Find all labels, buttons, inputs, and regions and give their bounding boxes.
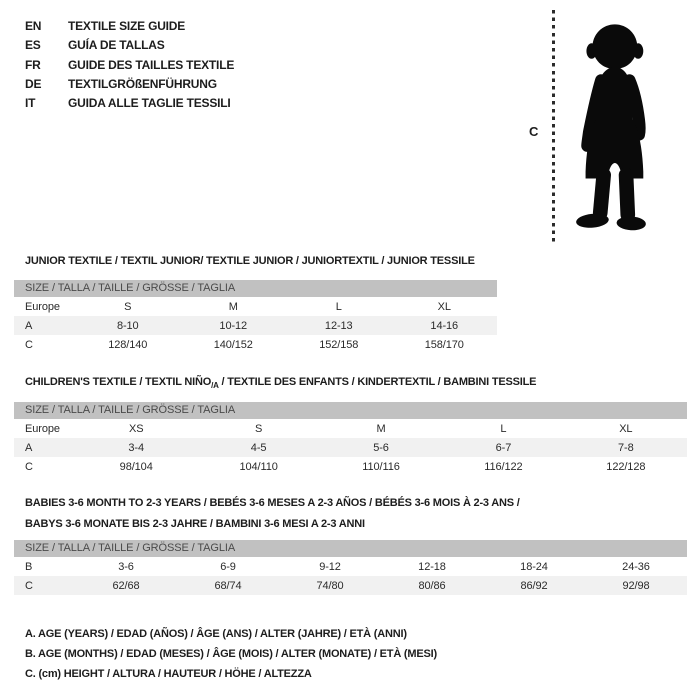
height-cell: 128/140 [108, 338, 148, 351]
size-table-children [14, 402, 687, 476]
language-code: FR [25, 57, 41, 72]
height-cell: 122/128 [606, 460, 646, 473]
baby-silhouette-icon [558, 8, 670, 244]
section-title-junior [25, 251, 475, 276]
table-row-europe [14, 297, 497, 316]
height-cell: 140/152 [213, 338, 253, 351]
size-cell: XS [128, 422, 144, 435]
size-cell: L [500, 422, 507, 435]
size-cell: XL [619, 422, 633, 435]
height-cell: 92/98 [622, 579, 650, 592]
height-cell: 98/104 [119, 460, 153, 473]
size-cell: M [228, 300, 238, 313]
size-table-header: SIZE / TALLA / TAILLE / GRÖSSE / TAGLIA [14, 402, 687, 419]
age-cell: 14-16 [430, 319, 459, 332]
row-label: Europe [25, 300, 60, 313]
age-cell: 7-8 [618, 441, 634, 454]
language-title: TEXTILGRÖßENFÜHRUNG [68, 76, 217, 91]
row-label: A [25, 441, 33, 454]
table-row-height [14, 576, 687, 595]
size-cell: M [376, 422, 386, 435]
row-label: Europe [25, 422, 60, 435]
table-row-height [14, 335, 497, 354]
language-title: GUIDE DES TAILLES TEXTILE [68, 57, 235, 72]
height-cell: 110/116 [362, 460, 400, 473]
age-cell: 24-36 [622, 560, 650, 573]
height-measure-label: C [529, 124, 539, 139]
table-row-age-months [14, 557, 687, 576]
legend-line-c: C. (cm) HEIGHT / ALTURA / HAUTEUR / HÖHE / ALTEZZA [25, 668, 312, 680]
age-cell: 9-12 [319, 560, 341, 573]
age-cell: 18-24 [520, 560, 548, 573]
size-table-junior [14, 280, 497, 354]
table-row-height [14, 457, 687, 476]
age-cell: 10-12 [219, 319, 248, 332]
age-cell: 3-6 [118, 560, 134, 573]
height-cell: 86/92 [520, 579, 548, 592]
table-row-age [14, 316, 497, 335]
height-cell: 152/158 [319, 338, 359, 351]
height-cell: 104/110 [239, 460, 278, 473]
row-label: C [25, 338, 33, 351]
section-title-text: JUNIOR TEXTILE / TEXTIL JUNIOR/ TEXTILE JUNIOR / JUNIORTEXTIL / JUNIOR TESSILE [25, 255, 475, 267]
language-code: IT [25, 96, 36, 111]
row-label: A [25, 319, 33, 332]
legend [25, 624, 437, 684]
language-code: DE [25, 76, 42, 91]
section-title-sub: /A [211, 381, 219, 391]
size-cell: S [124, 300, 132, 313]
age-cell: 6-9 [220, 560, 236, 573]
size-table-header: SIZE / TALLA / TAILLE / GRÖSSE / TAGLIA [14, 280, 497, 297]
language-code: ES [25, 38, 41, 53]
age-cell: 6-7 [495, 441, 512, 454]
table-row-age [14, 438, 687, 457]
section-title-children [25, 372, 536, 397]
language-title: TEXTILE SIZE GUIDE [68, 19, 186, 33]
table-row-europe [14, 419, 687, 438]
size-cell: S [254, 422, 263, 435]
language-code: EN [25, 19, 42, 33]
age-cell: 5-6 [373, 441, 389, 454]
age-cell: 8-10 [116, 319, 139, 332]
row-label: B [25, 560, 33, 573]
section-title-text: BABIES 3-6 MONTH TO 2-3 YEARS / BEBÉS 3-6 MESES A 2-3 AÑOS / BÉBÉS 3-6 MOIS À 2-3 ANS / [25, 497, 520, 509]
section-title-text: / TEXTILE DES ENFANTS / KINDERTEXTIL / BAMBINI TESSILE [218, 376, 537, 388]
legend-line-b: B. AGE (MONTHS) / EDAD (MESES) / ÂGE (MOIS) / ALTER (MONATE) / ETÀ (MESI) [25, 648, 437, 660]
height-cell: 74/80 [316, 579, 344, 592]
height-cell: 116/122 [484, 460, 523, 473]
age-cell: 12-13 [324, 319, 353, 332]
height-cell: 62/68 [112, 579, 140, 592]
language-title: GUIDA ALLE TAGLIE TESSILI [68, 96, 231, 111]
section-title-babies [25, 493, 520, 534]
age-cell: 12-18 [418, 560, 446, 573]
size-table-babies [14, 540, 687, 595]
size-cell: XL [437, 300, 451, 313]
height-cell: 68/74 [214, 579, 242, 592]
size-cell: L [335, 300, 342, 313]
height-cell: 158/170 [424, 338, 464, 351]
size-table-header: SIZE / TALLA / TAILLE / GRÖSSE / TAGLIA [14, 540, 687, 557]
age-cell: 3-4 [128, 441, 144, 454]
section-title-text-line2: BABYS 3-6 MONATE BIS 2-3 JAHRE / BAMBINI 3-6 MESI A 2-3 ANNI [25, 517, 365, 530]
section-title-text: CHILDREN'S TEXTILE / TEXTIL NIÑO [25, 376, 212, 388]
legend-line-a: A. AGE (YEARS) / EDAD (AÑOS) / ÂGE (ANS) / ALTER (JAHRE) / ETÀ (ANNI) [25, 628, 407, 640]
language-title: GUÍA DE TALLAS [68, 38, 165, 53]
row-label: C [25, 460, 33, 473]
height-cell: 80/86 [418, 579, 446, 592]
age-cell: 4-5 [250, 441, 267, 454]
language-title-list [25, 17, 234, 113]
row-label: C [25, 579, 33, 592]
height-measure-dotted-line [552, 10, 555, 244]
